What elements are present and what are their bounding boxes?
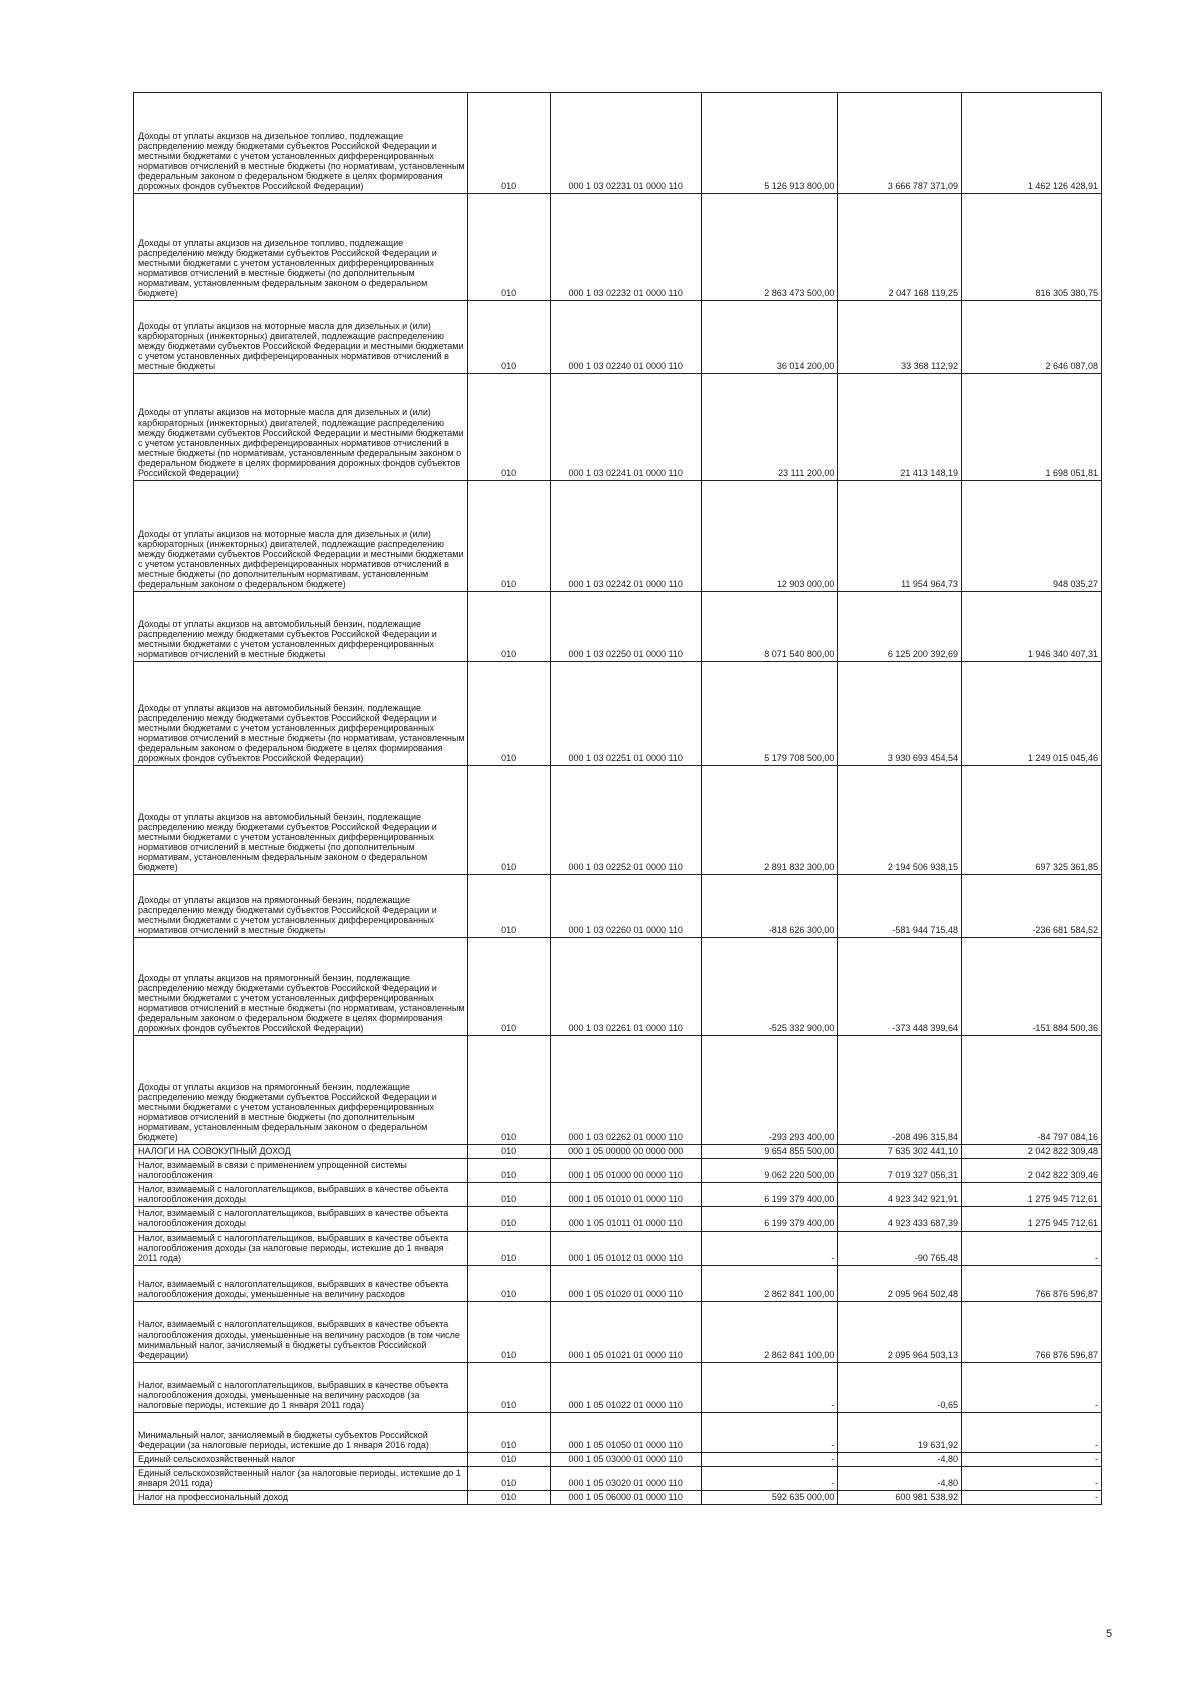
table-row [134,93,1102,194]
unexecuted-amount-cell: - [961,1466,1101,1490]
unexecuted-amount-cell: -236 681 584,52 [961,875,1101,938]
budget-classification-code-cell: 000 1 03 02260 01 0000 110 [550,875,701,938]
indicator-name-cell: Доходы от уплаты акцизов на моторные масла для дизельных и (или) карбюраторных (инжекторных) двигателей, подлежащие распределению между бюджетами субъектов Российской Федерации и местными бюджетами с учетом установленных дифференцированных нормативов отчислений в местные бюджеты (по дополнительным нормативам, установленным федеральным законом о федеральном бюджете) [134,481,468,592]
budget-classification-code-cell: 000 1 05 01000 00 0000 110 [550,1159,701,1183]
budget-classification-code-cell: 000 1 05 01012 01 0000 110 [550,1231,701,1265]
approved-amount-cell: 6 199 379 400,00 [701,1183,838,1207]
executed-amount-cell: 33 368 112,92 [838,301,962,374]
table-row [134,1231,1102,1265]
indicator-name-cell: Налог, взимаемый с налогоплательщиков, выбравших в качестве объекта налогообложения доходы, уменьшенные на величину расходов (в том числе минимальный налог, зачисляемый в бюджеты субъектов Российской Федерации) [134,1301,468,1362]
unexecuted-amount-cell: 2 042 822 309,48 [961,1145,1101,1159]
indicator-name-cell: Доходы от уплаты акцизов на прямогонный бензин, подлежащие распределению между бюджетами субъектов Российской Федерации и местными бюджетами с учетом установленных дифференцированных нормативов отчислений в местные бюджеты [134,875,468,938]
executed-amount-cell: 11 954 964,73 [838,481,962,592]
budget-classification-code-cell: 000 1 05 03000 01 0000 110 [550,1452,701,1466]
table-row [134,1301,1102,1362]
budget-classification-code-cell: 000 1 05 00000 00 0000 000 [550,1145,701,1159]
table-body [134,93,1102,1505]
indicator-name-cell: Доходы от уплаты акцизов на прямогонный бензин, подлежащие распределению между бюджетами субъектов Российской Федерации и местными бюджетами с учетом установленных дифференцированных нормативов отчислений в местные бюджеты (по нормативам, установленным федеральным законом о федеральном бюджете в целях формирования дорожных фондов субъектов Российской Федерации) [134,938,468,1036]
unexecuted-amount-cell: -151 884 500,36 [961,938,1101,1036]
line-code-cell: 010 [467,1145,550,1159]
indicator-name-cell: НАЛОГИ НА СОВОКУПНЫЙ ДОХОД [134,1145,468,1159]
unexecuted-amount-cell: 1 462 126 428,91 [961,93,1101,194]
approved-amount-cell: - [701,1362,838,1412]
table-row [134,301,1102,374]
budget-classification-code-cell: 000 1 05 03020 01 0000 110 [550,1466,701,1490]
unexecuted-amount-cell: 697 325 361,85 [961,766,1101,875]
line-code-cell: 010 [467,93,550,194]
budget-classification-code-cell: 000 1 03 02262 01 0000 110 [550,1036,701,1145]
table-row [134,1491,1102,1505]
unexecuted-amount-cell: 1 275 945 712,61 [961,1183,1101,1207]
line-code-cell: 010 [467,938,550,1036]
line-code-cell: 010 [467,301,550,374]
line-code-cell: 010 [467,1183,550,1207]
budget-classification-code-cell: 000 1 05 06000 01 0000 110 [550,1491,701,1505]
line-code-cell: 010 [467,662,550,766]
executed-amount-cell: 4 923 342 921,91 [838,1183,962,1207]
executed-amount-cell: -0,65 [838,1362,962,1412]
table-row [134,1362,1102,1412]
table-row [134,1183,1102,1207]
budget-classification-code-cell: 000 1 03 02231 01 0000 110 [550,93,701,194]
executed-amount-cell: 7 635 302 441,10 [838,1145,962,1159]
table-row [134,1207,1102,1231]
unexecuted-amount-cell: 1 946 340 407,31 [961,592,1101,662]
executed-amount-cell: 3 666 787 371,09 [838,93,962,194]
indicator-name-cell: Минимальный налог, зачисляемый в бюджеты субъектов Российской Федерации (за налоговые периоды, истекшие до 1 января 2016 года) [134,1412,468,1452]
executed-amount-cell: 2 047 168 119,25 [838,194,962,301]
budget-revenue-table [133,92,1102,1505]
indicator-name-cell: Налог, взимаемый с налогоплательщиков, выбравших в качестве объекта налогообложения доходы, уменьшенные на величину расходов (за налоговые периоды, истекшие до 1 января 2011 года) [134,1362,468,1412]
budget-classification-code-cell: 000 1 03 02242 01 0000 110 [550,481,701,592]
indicator-name-cell: Доходы от уплаты акцизов на прямогонный бензин, подлежащие распределению между бюджетами субъектов Российской Федерации и местными бюджетами с учетом установленных дифференцированных нормативов отчислений в местные бюджеты (по дополнительным нормативам, установленным федеральным законом о федеральном бюджете) [134,1036,468,1145]
approved-amount-cell: 9 654 855 500,00 [701,1145,838,1159]
table-row [134,1159,1102,1183]
indicator-name-cell: Доходы от уплаты акцизов на моторные масла для дизельных и (или) карбюраторных (инжекторных) двигателей, подлежащие распределению между бюджетами субъектов Российской Федерации и местными бюджетами с учетом установленных дифференцированных нормативов отчислений в местные бюджеты [134,301,468,374]
indicator-name-cell: Доходы от уплаты акцизов на автомобильный бензин, подлежащие распределению между бюджетами субъектов Российской Федерации и местными бюджетами с учетом установленных дифференцированных нормативов отчислений в местные бюджеты (по дополнительным нормативам, установленным федеральным законом о федеральном бюджете) [134,766,468,875]
line-code-cell: 010 [467,1491,550,1505]
approved-amount-cell: 2 891 832 300,00 [701,766,838,875]
unexecuted-amount-cell: -84 797 084,16 [961,1036,1101,1145]
line-code-cell: 010 [467,1036,550,1145]
approved-amount-cell: 8 071 540 800,00 [701,592,838,662]
approved-amount-cell: - [701,1412,838,1452]
table-row [134,1412,1102,1452]
executed-amount-cell: 7 019 327 056,31 [838,1159,962,1183]
unexecuted-amount-cell: 1 698 051,81 [961,374,1101,481]
table-row [134,592,1102,662]
budget-classification-code-cell: 000 1 05 01022 01 0000 110 [550,1362,701,1412]
unexecuted-amount-cell: 2 042 822 309,46 [961,1159,1101,1183]
unexecuted-amount-cell: 766 876 596,87 [961,1265,1101,1301]
line-code-cell: 010 [467,766,550,875]
unexecuted-amount-cell: - [961,1452,1101,1466]
indicator-name-cell: Единый сельскохозяйственный налог [134,1452,468,1466]
unexecuted-amount-cell: 1 275 945 712,61 [961,1207,1101,1231]
line-code-cell: 010 [467,1452,550,1466]
unexecuted-amount-cell: - [961,1362,1101,1412]
indicator-name-cell: Налог, взимаемый с налогоплательщиков, выбравших в качестве объекта налогообложения доходы [134,1207,468,1231]
budget-classification-code-cell: 000 1 05 01011 01 0000 110 [550,1207,701,1231]
line-code-cell: 010 [467,592,550,662]
indicator-name-cell: Налог, взимаемый в связи с применением упрощенной системы налогообложения [134,1159,468,1183]
table-row [134,1145,1102,1159]
executed-amount-cell: -208 496 315,84 [838,1036,962,1145]
line-code-cell: 010 [467,1207,550,1231]
line-code-cell: 010 [467,1362,550,1412]
approved-amount-cell: 5 179 708 500,00 [701,662,838,766]
table-row [134,481,1102,592]
budget-classification-code-cell: 000 1 03 02251 01 0000 110 [550,662,701,766]
line-code-cell: 010 [467,1159,550,1183]
approved-amount-cell: -293 293 400,00 [701,1036,838,1145]
executed-amount-cell: -4,80 [838,1466,962,1490]
budget-classification-code-cell: 000 1 03 02241 01 0000 110 [550,374,701,481]
executed-amount-cell: -4,80 [838,1452,962,1466]
budget-classification-code-cell: 000 1 05 01010 01 0000 110 [550,1183,701,1207]
unexecuted-amount-cell: - [961,1491,1101,1505]
budget-classification-code-cell: 000 1 03 02240 01 0000 110 [550,301,701,374]
line-code-cell: 010 [467,374,550,481]
executed-amount-cell: -373 448 399,64 [838,938,962,1036]
budget-classification-code-cell: 000 1 05 01050 01 0000 110 [550,1412,701,1452]
approved-amount-cell: 2 862 841 100,00 [701,1265,838,1301]
indicator-name-cell: Доходы от уплаты акцизов на моторные масла для дизельных и (или) карбюраторных (инжекторных) двигателей, подлежащие распределению между бюджетами субъектов Российской Федерации и местными бюджетами с учетом установленных дифференцированных нормативов отчислений в местные бюджеты (по нормативам, установленным федеральным законом о федеральном бюджете в целях формирования дорожных фондов субъектов Российской Федерации) [134,374,468,481]
unexecuted-amount-cell: 2 646 087,08 [961,301,1101,374]
approved-amount-cell: - [701,1452,838,1466]
table-row [134,938,1102,1036]
budget-classification-code-cell: 000 1 05 01020 01 0000 110 [550,1265,701,1301]
line-code-cell: 010 [467,1412,550,1452]
unexecuted-amount-cell: 948 035,27 [961,481,1101,592]
unexecuted-amount-cell: - [961,1231,1101,1265]
indicator-name-cell: Доходы от уплаты акцизов на автомобильный бензин, подлежащие распределению между бюджетами субъектов Российской Федерации и местными бюджетами с учетом установленных дифференцированных нормативов отчислений в местные бюджеты (по нормативам, установленным федеральным законом о федеральном бюджете в целях формирования дорожных фондов субъектов Российской Федерации) [134,662,468,766]
approved-amount-cell: -525 332 900,00 [701,938,838,1036]
table-row [134,875,1102,938]
indicator-name-cell: Доходы от уплаты акцизов на дизельное топливо, подлежащие распределению между бюджетами субъектов Российской Федерации и местными бюджетами с учетом установленных дифференцированных нормативов отчислений в местные бюджеты (по нормативам, установленным федеральным законом о федеральном бюджете в целях формирования дорожных фондов субъектов Российской Федерации) [134,93,468,194]
approved-amount-cell: 23 111 200,00 [701,374,838,481]
budget-classification-code-cell: 000 1 05 01021 01 0000 110 [550,1301,701,1362]
budget-classification-code-cell: 000 1 03 02252 01 0000 110 [550,766,701,875]
unexecuted-amount-cell: 1 249 015 045,46 [961,662,1101,766]
approved-amount-cell: 2 863 473 500,00 [701,194,838,301]
table-row [134,1466,1102,1490]
approved-amount-cell: -818 626 300,00 [701,875,838,938]
table-row [134,374,1102,481]
unexecuted-amount-cell: 766 876 596,87 [961,1301,1101,1362]
approved-amount-cell: 5 126 913 800,00 [701,93,838,194]
page-number: 5 [1106,1628,1113,1640]
indicator-name-cell: Единый сельскохозяйственный налог (за налоговые периоды, истекшие до 1 января 2011 года) [134,1466,468,1490]
budget-classification-code-cell: 000 1 03 02261 01 0000 110 [550,938,701,1036]
table-row [134,1265,1102,1301]
table-row [134,1036,1102,1145]
approved-amount-cell: - [701,1466,838,1490]
indicator-name-cell: Налог, взимаемый с налогоплательщиков, выбравших в качестве объекта налогообложения доходы, уменьшенные на величину расходов [134,1265,468,1301]
executed-amount-cell: 3 930 693 454,54 [838,662,962,766]
line-code-cell: 010 [467,481,550,592]
indicator-name-cell: Доходы от уплаты акцизов на дизельное топливо, подлежащие распределению между бюджетами субъектов Российской Федерации и местными бюджетами с учетом установленных дифференцированных нормативов отчислений в местные бюджеты (по дополнительным нормативам, установленным федеральным законом о федеральном бюджете) [134,194,468,301]
budget-classification-code-cell: 000 1 03 02232 01 0000 110 [550,194,701,301]
executed-amount-cell: 6 125 200 392,69 [838,592,962,662]
indicator-name-cell: Налог, взимаемый с налогоплательщиков, выбравших в качестве объекта налогообложения доходы [134,1183,468,1207]
executed-amount-cell: 19 631,92 [838,1412,962,1452]
approved-amount-cell: 592 635 000,00 [701,1491,838,1505]
line-code-cell: 010 [467,1231,550,1265]
executed-amount-cell: -581 944 715,48 [838,875,962,938]
table-row [134,1452,1102,1466]
table-row [134,194,1102,301]
indicator-name-cell: Доходы от уплаты акцизов на автомобильный бензин, подлежащие распределению между бюджетами субъектов Российской Федерации и местными бюджетами с учетом установленных дифференцированных нормативов отчислений в местные бюджеты [134,592,468,662]
table-row [134,662,1102,766]
approved-amount-cell: 2 862 841 100,00 [701,1301,838,1362]
line-code-cell: 010 [467,1301,550,1362]
line-code-cell: 010 [467,194,550,301]
executed-amount-cell: 2 194 506 938,15 [838,766,962,875]
approved-amount-cell: 6 199 379 400,00 [701,1207,838,1231]
executed-amount-cell: 600 981 538,92 [838,1491,962,1505]
executed-amount-cell: 21 413 148,19 [838,374,962,481]
line-code-cell: 010 [467,1466,550,1490]
executed-amount-cell: 2 095 964 502,48 [838,1265,962,1301]
indicator-name-cell: Налог, взимаемый с налогоплательщиков, выбравших в качестве объекта налогообложения доходы (за налоговые периоды, истекшие до 1 января 2011 года) [134,1231,468,1265]
line-code-cell: 010 [467,1265,550,1301]
approved-amount-cell: 9 062 220 500,00 [701,1159,838,1183]
line-code-cell: 010 [467,875,550,938]
budget-classification-code-cell: 000 1 03 02250 01 0000 110 [550,592,701,662]
approved-amount-cell: - [701,1231,838,1265]
table-row [134,766,1102,875]
executed-amount-cell: 4 923 433 687,39 [838,1207,962,1231]
approved-amount-cell: 12 903 000,00 [701,481,838,592]
unexecuted-amount-cell: - [961,1412,1101,1452]
executed-amount-cell: -90 765,48 [838,1231,962,1265]
indicator-name-cell: Налог на профессиональный доход [134,1491,468,1505]
executed-amount-cell: 2 095 964 503,13 [838,1301,962,1362]
approved-amount-cell: 36 014 200,00 [701,301,838,374]
unexecuted-amount-cell: 816 305 380,75 [961,194,1101,301]
